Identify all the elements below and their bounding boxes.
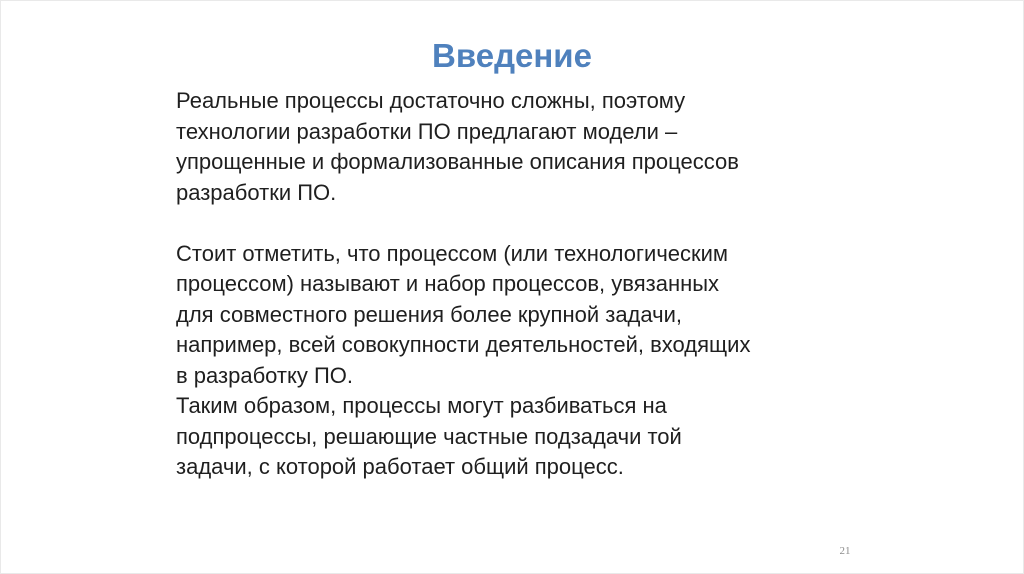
paragraph-subprocesses: Таким образом, процессы могут разбиваться на подпроцессы, решающие частные подзадачи той задачи, с которой работает общий процесс. bbox=[176, 393, 682, 479]
slide-title: Введение bbox=[432, 37, 592, 74]
paragraph-process-definition: Стоит отметить, что процессом (или технологическим процессом) называют и набор процессов, увязанных для совместного решения более крупной задачи, например, всей совокупности деятельностей, входящих в разработку ПО. bbox=[176, 240, 751, 388]
page-number: 21 bbox=[839, 545, 851, 557]
paragraph-intro: Реальные процессы достаточно сложны, поэтому технологии разработки ПО предлагают модели – упрощенные и формализованные описания процессов разработки ПО. bbox=[176, 88, 739, 205]
slide-body bbox=[176, 86, 896, 483]
